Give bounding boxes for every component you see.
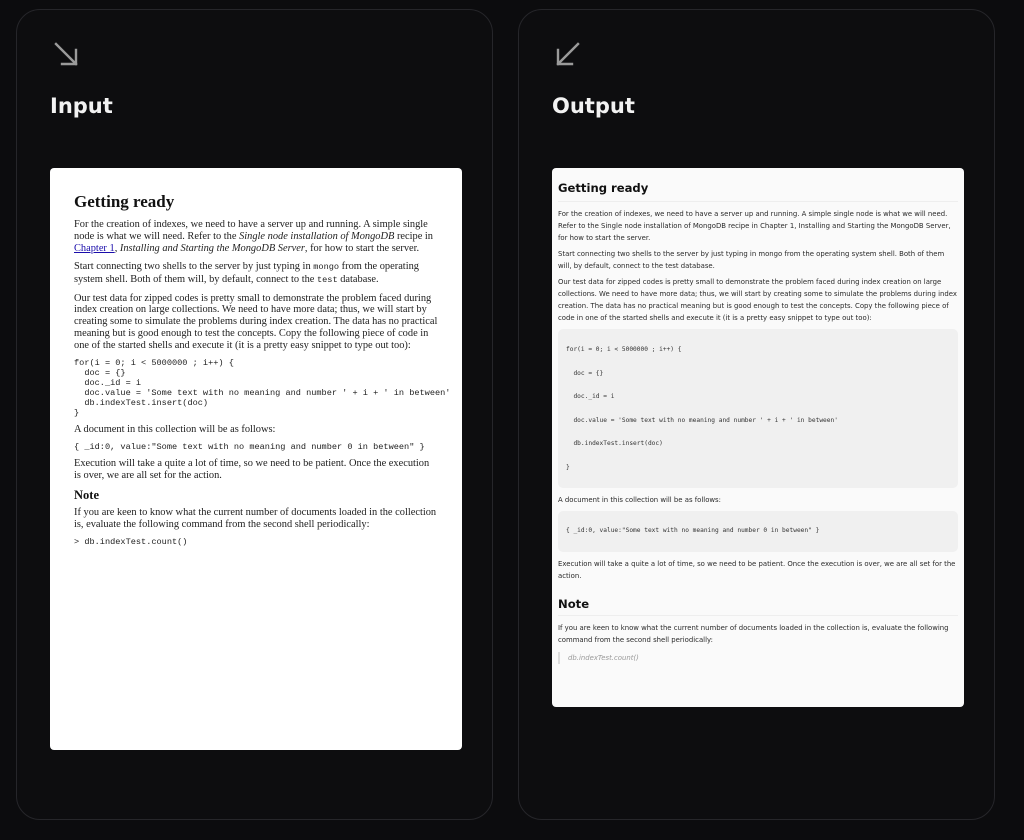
input-document [50,168,462,750]
doc-heading: Getting ready [558,180,958,202]
code-line: db.indexTest.insert(doc) [566,440,663,447]
panel-title-input: Input [50,94,113,118]
input-panel [16,9,493,820]
code-block-count: > db.indexTest.count() [74,536,188,547]
paragraph-2: Start connecting two shells to the server by just typing in mongo from the operating system shell. Both of them will, by default, connect to the test database. [558,250,945,270]
text: database. [337,273,379,285]
text: recipe in [394,230,433,242]
code-block-document [558,511,958,552]
code-line: doc._id = i [566,393,615,400]
output-panel [518,9,995,820]
arrow-down-left-icon [553,40,583,70]
code-line: { _id:0, value:"Some text with no meaning and number 0 in between" } [566,526,820,534]
code-line: for(i = 0; i < 5000000 ; i++) { [566,346,682,353]
doc-heading: Getting ready [74,192,175,211]
arrow-down-right-icon [51,40,81,70]
paragraph-6: If you are keen to know what the current number of documents loaded in the collection is, evaluate the following command from the second shell periodically: [74,506,437,530]
text: Start connecting two shells to the server by just typing in [74,260,314,272]
note-heading: Note [74,487,99,502]
paragraph-5: Execution will take a quite a lot of time, so we need to be patient. Once the execution is over, we are all set for the action. [558,559,956,580]
paragraph-1 [74,219,438,255]
emphasis: Installing and Starting the MongoDB Server [119,242,305,254]
paragraph-1: For the creation of indexes, we need to have a server up and running. A simple single node is what we will need. Refer to the Single node installation of MongoDB recipe in Chapter 1, Installing and Starting the MongoDB Server, for how to start the server. [558,210,951,242]
inline-code: test [316,274,338,285]
chapter-link[interactable]: Chapter 1 [74,242,115,254]
paragraph-3: Our test data for zipped codes is pretty small to demonstrate the problem faced during index creation on large collections. We need to have more data; thus, we will start by creating some to simulate the problems during index creation. The data has no practical meaning but is good enough to test the concepts. Copy the following piece of code in one of the started shells and execute it (it is a pretty easy snippet to type out too): [558,278,957,322]
output-document [552,168,964,707]
paragraph-3: Our test data for zipped codes is pretty small to demonstrate the problem faced during index creation on large collections. We need to have more data; thus, we will start by creating some to simulate the problems during index creation. The data has no practical meaning but is good enough to test the concepts. Copy the following piece of code in one of the started shells and execute it (it is a pretty easy snippet to type out too): [74,292,438,352]
text: from the operating system shell. Both of them will, by default, connect to the [74,260,419,285]
code-block: for(i = 0; i < 5000000 ; i++) { doc = {} doc._id = i doc.value = 'Some text with no meaning and number ' + i + ' in between' db.indexTest.insert(doc) } [74,358,451,419]
paragraph-5: Execution will take a quite a lot of time, so we need to be patient. Once the execution is over, we are all set for the action. [74,457,430,481]
blockquote-count: db.indexTest.count() [558,652,958,664]
code-line: doc = {} [566,369,604,377]
note-heading: Note [558,596,958,616]
inline-code: mongo [313,261,340,272]
text: For the creation of indexes, we need to have a server up and running. A simple single node is what we will need. Refer to the [74,219,428,242]
text: , [114,242,120,254]
code-block-document: { _id:0, value:"Some text with no meaning and number 0 in between" } [74,441,425,452]
panel-title-output: Output [552,94,635,118]
paragraph-4: A document in this collection will be as follows: [74,424,276,436]
paragraph-2 [74,261,438,287]
code-line: doc.value = 'Some text with no meaning and number ' + i + ' in between' [566,416,838,424]
paragraph-6: If you are keen to know what the current number of documents loaded in the collection is, evaluate the following command from the second shell periodically: [558,623,949,644]
code-line: } [566,463,570,471]
emphasis: Single node installation of MongoDB [239,230,395,242]
text: , for how to start the server. [304,242,420,254]
paragraph-4: A document in this collection will be as follows: [558,495,721,504]
code-block [558,329,958,488]
